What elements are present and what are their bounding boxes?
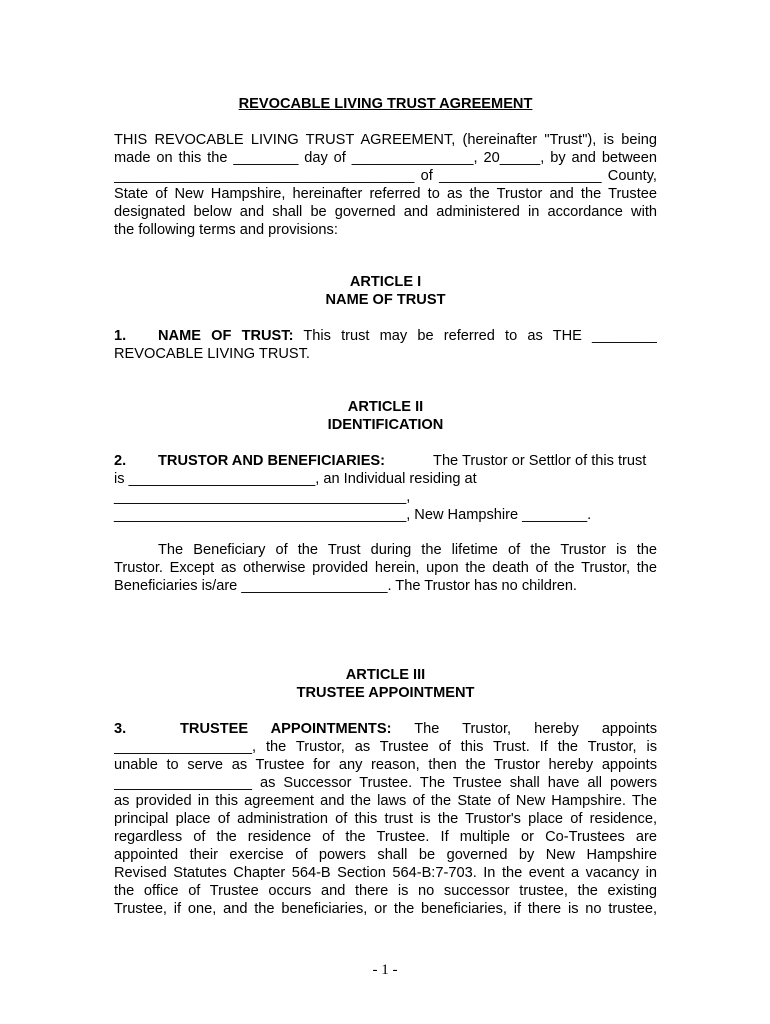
section-3 [114, 720, 657, 918]
article-name: TRUSTEE APPOINTMENT [296, 685, 475, 701]
section-3-line: as provided in this agreement and the laws of the State of New Hampshire. The [114, 793, 657, 809]
section-2-line [114, 452, 657, 470]
article-2-heading [114, 398, 657, 434]
article-number: ARTICLE II [347, 399, 424, 415]
intro-line: designated below and shall be governed and administered in accordance with [114, 204, 657, 220]
section-1 [114, 327, 657, 363]
section-2-line: is _______________________, an Individual residing at [114, 471, 477, 487]
article-number: ARTICLE III [345, 667, 426, 683]
intro-line: State of New Hampshire, hereinafter referred to as the Trustor and the Trustee [114, 186, 657, 202]
section-label: TRUSTEE APPOINTMENTS: [180, 721, 392, 737]
section-1-line: REVOCABLE LIVING TRUST. [114, 346, 310, 362]
section-number: 3. [114, 721, 127, 737]
section-text: The Trustor, hereby appoints [414, 721, 657, 737]
section-3-line: principal place of administration of this trust is the Trustor's place of residence, [114, 811, 657, 827]
section-2-line: ____________________________________, New Hampshire ________. [114, 507, 592, 523]
intro-line: made on this the ________ day of _______________, 20_____, by and between [114, 150, 657, 166]
section-3-line [114, 720, 657, 738]
intro-paragraph [114, 131, 657, 239]
article-number: ARTICLE I [349, 274, 422, 290]
section-label: NAME OF TRUST: [158, 328, 294, 344]
document-title: REVOCABLE LIVING TRUST AGREEMENT [238, 96, 533, 112]
article-name: NAME OF TRUST [325, 292, 446, 308]
section-3-line: appointed their exercise of powers shall be governed by New Hampshire [114, 847, 657, 863]
section-3-line: the office of Trustee occurs and there is no successor trustee, the existing [114, 883, 657, 899]
section-number: 1. [114, 328, 127, 344]
paragraph-line: Beneficiaries is/are __________________. The Trustor has no children. [114, 578, 577, 594]
section-3-line: unable to serve as Trustee for any reason, then the Trustor hereby appoints [114, 757, 657, 773]
article-1-heading [114, 273, 657, 309]
section-3-line: Revised Statutes Chapter 564-B Section 564-B:7-703. In the event a vacancy in [114, 865, 657, 881]
section-3-line: _________________, the Trustor, as Trustee of this Trust. If the Trustor, is [114, 739, 657, 755]
section-2-line: ____________________________________, [114, 489, 411, 505]
section-text: The Trustor or Settlor of this trust [433, 453, 647, 469]
section-2 [114, 452, 657, 524]
page-number: - 1 - [372, 962, 398, 978]
article-3-heading [114, 666, 657, 702]
section-1-line [114, 327, 657, 345]
beneficiary-paragraph [114, 541, 657, 595]
section-label: TRUSTOR AND BENEFICIARIES: [158, 453, 386, 469]
section-3-line: regardless of the residence of the Trustee. If multiple or Co-Trustees are [114, 829, 657, 845]
section-3-line: Trustee, if one, and the beneficiaries, or the beneficiaries, if there is no trustee, [114, 901, 657, 917]
section-number: 2. [114, 453, 127, 469]
intro-line: THIS REVOCABLE LIVING TRUST AGREEMENT, (hereinafter "Trust"), is being [114, 132, 657, 148]
section-text: This trust may be referred to as THE ________ [303, 328, 657, 344]
intro-line: _____________________________________ of ____________________ County, [114, 168, 657, 184]
paragraph-line: Trustor. Except as otherwise provided herein, upon the death of the Trustor, the [114, 560, 657, 576]
article-name: IDENTIFICATION [327, 417, 444, 433]
section-3-line: _________________ as Successor Trustee. The Trustee shall have all powers [114, 775, 657, 791]
intro-line: the following terms and provisions: [114, 222, 338, 238]
paragraph-line: The Beneficiary of the Trust during the lifetime of the Trustor is the [158, 542, 657, 558]
